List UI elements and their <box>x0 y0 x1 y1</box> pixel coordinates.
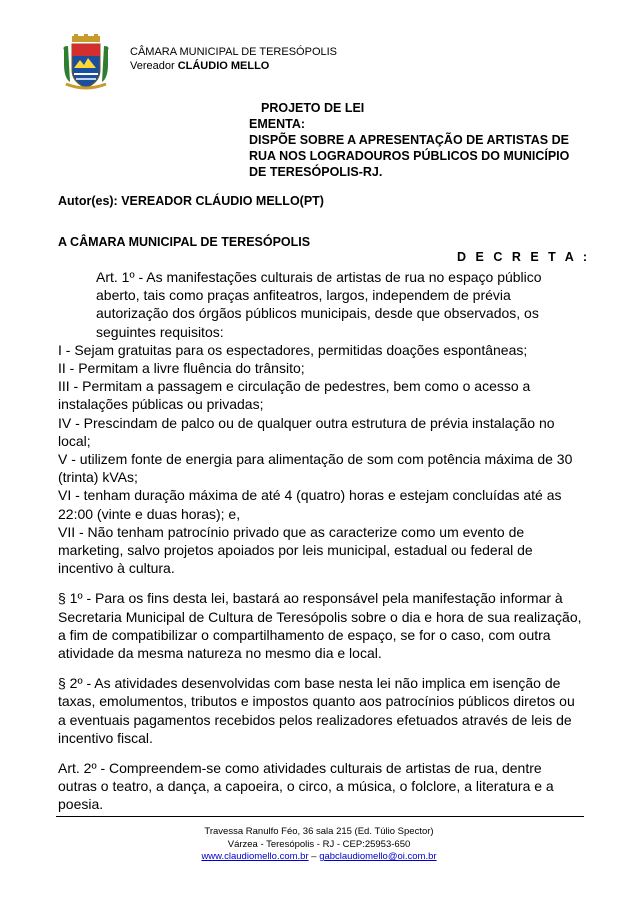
footer <box>0 826 638 864</box>
ementa-line: DE TERESÓPOLIS-RJ. <box>249 165 383 179</box>
requirement-item: III - Permitam a passagem e circulação de pedestres, bem como o acesso a instalações públicas ou privadas; <box>58 378 531 413</box>
website-link[interactable]: www.claudiomello.com.br <box>201 851 309 862</box>
councilman-name: CLÁUDIO MELLO <box>177 60 270 72</box>
requirement-item: IV - Prescindam de palco ou de qualquer outra estrutura de prévia instalação no local; <box>58 414 555 449</box>
article-1: Art. 1º - As manifestações culturais de artistas de rua no espaço público aberto, tais como praças anfiteatros, largos, independem de prévia autorização dos órgãos públicos municipais, desde que observados, os seguintes requisitos: <box>96 269 542 340</box>
paragraph-1: § 1º - Para os fins desta lei, bastará ao responsável pela manifestação informar à Secretaria Municipal de Cultura de Teresópolis sobre o dia e hora de sua realização, a fim de compatibilizar o compartilhamento de espaço, se for o caso, com outra atividade da mesma natureza no mesmo dia e local. <box>58 590 582 662</box>
footer-contacts <box>0 851 638 864</box>
municipal-crest-icon <box>60 34 112 90</box>
letterhead-text <box>130 45 337 73</box>
author-line: Autor(es): VEREADOR CLÁUDIO MELLO(PT) <box>58 194 324 208</box>
ementa-label: EMENTA: <box>249 117 306 131</box>
paragraph-2: § 2º - As atividades desenvolvidas com base nesta lei não implica em isenção de taxas, emolumentos, tributos e impostos quanto aos patrocínios públicos diretos ou a eventuais pagamentos recebidos pelos realizadores efetuados através de leis de incentivo fiscal. <box>58 675 575 746</box>
law-body <box>58 268 583 814</box>
contact-separator: – <box>308 851 320 862</box>
project-block <box>249 100 599 180</box>
project-title: PROJETO DE LEI <box>261 101 365 115</box>
chamber-name: CÂMARA MUNICIPAL DE TERESÓPOLIS <box>130 46 338 58</box>
requirement-item: VII - Não tenham patrocínio privado que as caracterize como um evento de marketing, salvo projetos apoiados por leis municipal, estadual ou federal de incentivo à cultura. <box>58 523 533 577</box>
ementa-line: RUA NOS LOGRADOUROS PÚBLICOS DO MUNICÍPIO <box>249 149 570 163</box>
decreta-heading: D E C R E T A : <box>457 250 590 264</box>
requirement-item: V - utilizem fonte de energia para alimentação de som com potência máxima de 30 (trinta) kVAs; <box>58 451 573 486</box>
letterhead <box>60 30 580 90</box>
chamber-heading: A CÂMARA MUNICIPAL DE TERESÓPOLIS <box>58 235 311 249</box>
councilman-prefix: Vereador <box>130 60 178 72</box>
requirement-item: II - Permitam a livre fluência do trânsito; <box>58 360 305 377</box>
requirement-item: I - Sejam gratuitas para os espectadores, permitidas doações espontâneas; <box>58 341 528 358</box>
councilman-line <box>130 59 337 73</box>
footer-address-2: Várzea - Teresópolis - RJ - CEP:25953-650 <box>227 838 411 850</box>
requirement-item: VI - tenham duração máxima de até 4 (quatro) horas e estejam concluídas até as 22:00 (vinte e duas horas); e, <box>58 487 562 522</box>
ementa-line: DISPÕE SOBRE A APRESENTAÇÃO DE ARTISTAS DE <box>249 133 569 147</box>
email-link[interactable]: gabclaudiomello@oi.com.br <box>319 851 437 862</box>
footer-divider <box>56 816 584 817</box>
article-2: Art. 2º - Compreendem-se como atividades culturais de artistas de rua, dentre outras o teatro, a dança, a capoeira, o circo, a música, o folclore, a literatura e a poesia. <box>58 760 554 813</box>
footer-address-1: Travessa Ranulfo Féo, 36 sala 215 (Ed. Túlio Spector) <box>204 826 434 837</box>
